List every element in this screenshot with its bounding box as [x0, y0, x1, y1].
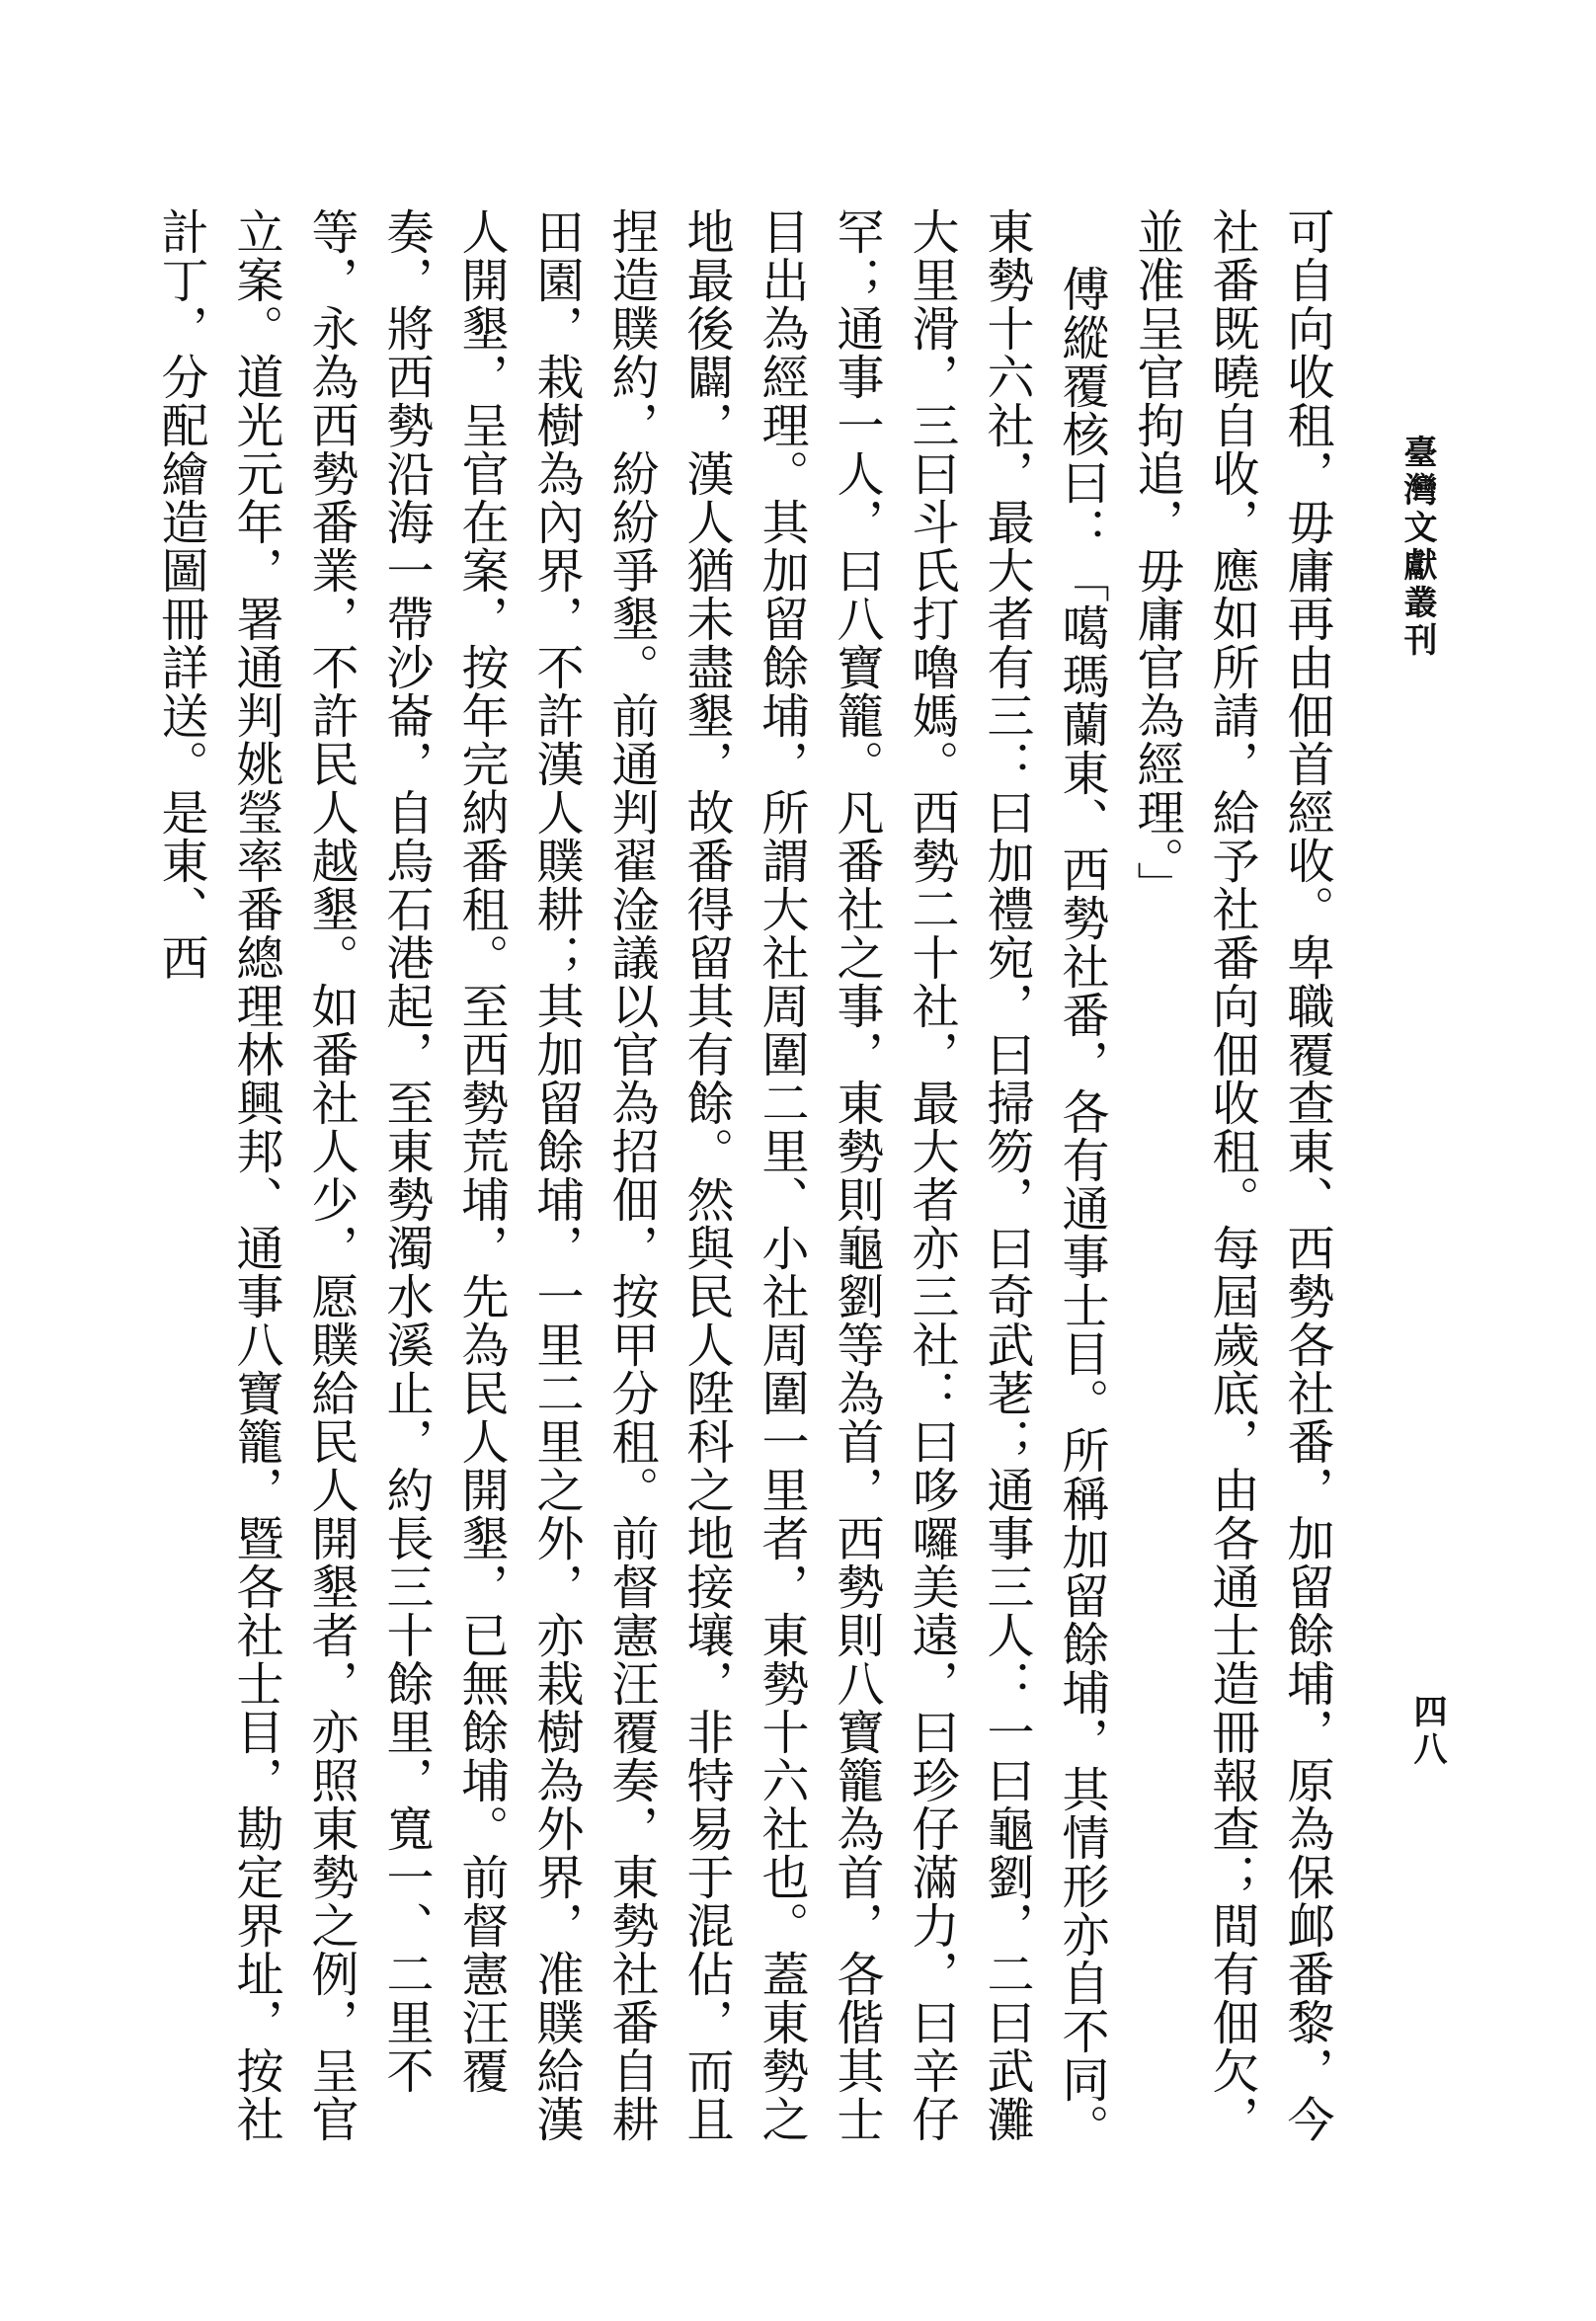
running-header-title: 臺灣文獻叢刊 — [1397, 435, 1437, 660]
paragraph: 可自向收租，毋庸再由佃首經收。卑職覆查東、西勢各社番，加留餘埔，原為保䘏番黎，今社番既曉自收，應如所請，給予社番向佃收租。每屆歲底，由各通士造冊報查；間有佃欠，並准呈官拘追，毋庸官為經理。」 — [1129, 207, 1334, 2143]
paragraph: 傅縱覆核曰：「噶瑪蘭東、西勢社番，各有通事士目。所稱加留餘埔，其情形亦自不同。東勢十六社，最大者有三：曰加禮宛，曰掃笏，曰奇武荖；通事三人：一曰龜劉，二曰武灘大里滑，三曰斗氏打嚕媽。西勢二十社，最大者亦三社：曰哆囉美遠，曰珍仔滿力，曰辛仔罕；通事一人，曰八寶籠。凡番社之事，東勢則龜劉等為首，西勢則八寶籠為首，各偕其士目出為經理。其加留餘埔，所謂大社周圍二里、小社周圍一里者，東勢十六社也。蓋東勢之地最後闢，漢人猶未盡墾，故番得留其有餘。然與民人陞科之地接壤，非特易于混佔，而且捏造贌約，紛紛爭墾。前通判翟淦議以官為招佃，按甲分租。前督憲汪覆奏，東勢社番自耕田園，栽樹為內界，不許漢人贌耕；其加留餘埔，一里二里之外，亦栽樹為外界，准贌給漢人開墾，呈官在案，按年完納番租。至西勢荒埔，先為民人開墾，已無餘埔。前督憲汪覆奏，將西勢沿海一帶沙崙，自烏石港起，至東勢濁水溪止，約長三十餘里，寬一、二里不等，永為西勢番業，不許民人越墾。如番社人少，愿贌給民人開墾者，亦照東勢之例，呈官立案。道光元年，署通判姚瑩率番總理林興邦、通事八寶籠，暨各社士目，勘定界址，按社計丁，分配繪造圖冊詳送。是東、西 — [153, 207, 1109, 2152]
page-number: 四八 — [1407, 1694, 1447, 1769]
body-text-block — [139, 207, 1344, 2173]
